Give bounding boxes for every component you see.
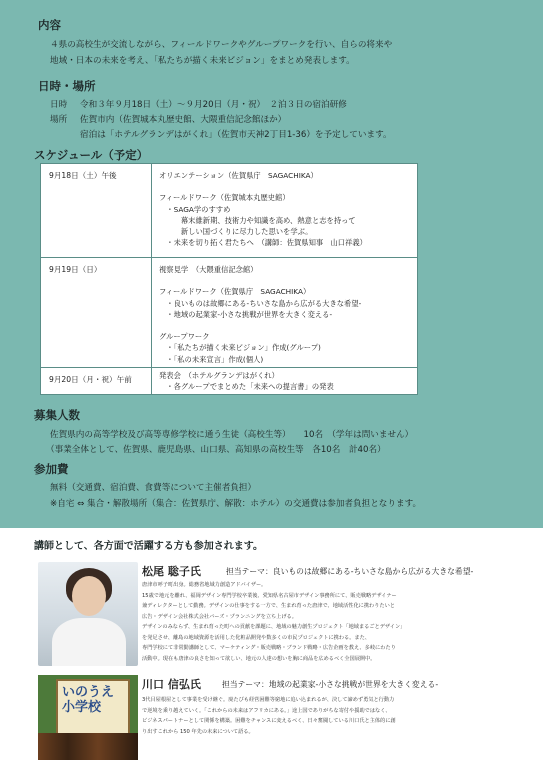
lecturer-bio: 唐津市呼子町出身。総務省地域力創造アドバイザー。 15歳で地元を離れ、福岡デザイン専門学校卒業後、愛知県名古屋市デザイン事務所にて、販売戦略デザイナー 兼ディレクターとして勤務。デザインの仕事をする一方で、生まれ育った唐津で、地域活性化に携わりたいと 広告・デザイン会社株式会社バーズ・プランニングを立ち上げる。 デザインのみならず、生まれ育った町への貢献を課題に、地域の魅力創生プロジェクト「地域まるごとデザイン」 を発足させ、離島の地域資源を活用した化粧品開発や数多くの市民プロジェクトに携わる。また、 専門学校にて非常勤講師として、マーケティング・販売戦略・ブランド戦略・広告企画を教え、多岐にわたり 活動中。現在も唐津の良さを知って欲しい、地元の人達の想いを胸に商品を広めるべく全国展開中。 bbox=[142, 582, 406, 662]
schedule-date: 9月19日（日） bbox=[49, 265, 102, 274]
fee-line-2: ※自宅 ⇔ 集合・解散場所（集合：佐賀県庁、解散：ホテル）の交通費は参加者負担となります。 bbox=[50, 499, 422, 509]
place-label: 場所 bbox=[50, 115, 68, 125]
lecturers-heading: 講師として、各方面で活躍する方も参加されます。 bbox=[34, 541, 263, 552]
content-line-1: ４県の高校生が交流しながら、フィールドワークやグループワークを行い、自らの将来や bbox=[50, 40, 393, 50]
schedule-row-3 bbox=[41, 367, 417, 395]
lecturer-photo-matsuo bbox=[38, 562, 138, 666]
lecturer-name: 川口 信弘氏 bbox=[142, 678, 201, 691]
lecturer-theme: 担当テーマ：地域の起業家-小さな挑戦が世界を大きく変える- bbox=[222, 680, 439, 689]
lecturer-name: 松尾 聡子氏 bbox=[142, 565, 201, 578]
schedule-date: 9月18日（土）午後 bbox=[49, 171, 117, 180]
schedule-heading: スケジュール（予定） bbox=[34, 148, 149, 162]
lecturer-theme: 担当テーマ：良いものは故郷にある-ちいさな島から広がる大きな希望- bbox=[226, 567, 474, 576]
recruit-line-2: （事業全体として、佐賀県、鹿児島県、山口県、高知県の高校生等 各10名 計40名） bbox=[46, 445, 386, 455]
recruit-line-1: 佐賀県内の高等学校及び高等専修学校に通う生徒（高校生等） 10名 （学年は問いません） bbox=[50, 430, 414, 440]
schedule-details: 視察見学 （大隈重信記念館） フィールドワーク（佐賀県庁 SAGACHIKA） ・良いものは故郷にある-ちいさな島から広がる大きな希望- ・地域の起業家-小さな挑戦が世界を大きく変える- グループワーク ・「私たちが描く未来ビジョン」作成(グループ) ・「私の未来宣言」作成(個人) bbox=[159, 265, 362, 364]
lecturer-bio: 3代目屋根屋として事業を受け継ぐ。廃たびも経営困難等窮地に追い込まれるが、決して諦めず勇気と行動力 で逆境を乗り越えていく。「これからの未来はアフリカにある。」途上国でありがちな寄付や援助ではなく、 ビジネスパートナーとして関係を構築。困難をチャンスに変えるべく、日々奮闘している川口氏と主体的に創 り出すこれから 150 年先の未来について語る。 bbox=[142, 697, 396, 735]
schedule-row-1 bbox=[41, 164, 417, 257]
place-value: 佐賀市内（佐賀城本丸歴史館、大隈重信記念館ほか） bbox=[80, 115, 287, 125]
fee-heading: 参加費 bbox=[34, 462, 69, 476]
datetime-heading: 日時・場所 bbox=[38, 79, 96, 93]
content-heading: 内容 bbox=[38, 18, 61, 32]
schedule-details: 発表会 （ホテルグランデはがくれ） ・各グループでまとめた「未来への提言書」の発表 bbox=[159, 371, 334, 392]
fee-line-1: 無料（交通費、宿泊費、食費等について主催者負担） bbox=[50, 483, 257, 493]
content-line-2: 地域・日本の未来を考え、「私たちが描く未来ビジョン」をまとめ発表します。 bbox=[50, 56, 355, 66]
date-value: 令和３年９月18日（土）～９月20日（月・祝） ２泊３日の宿泊研修 bbox=[80, 100, 347, 110]
school-sign: いのうえ小学校 bbox=[56, 679, 130, 737]
schedule-details: オリエンテーション（佐賀県庁 SAGACHIKA） フィールドワーク（佐賀城本丸歴史館） ・SAGA学のすすめ 幕末維新期、技術力や知識を高め、熱意と志を持って 新しい国づくりに尽力した思いを学ぶ。 ・未来を切り拓く君たちへ （講師：佐賀県知事 山口祥義） bbox=[159, 171, 367, 248]
lecturer-photo-kawaguchi bbox=[38, 675, 138, 760]
lodging-text: 宿泊は「ホテルグランデはがくれ」（佐賀市天神2丁目1-36）を予定しています。 bbox=[80, 130, 392, 140]
recruit-heading: 募集人数 bbox=[34, 408, 80, 422]
schedule-table bbox=[40, 163, 418, 395]
date-label: 日時 bbox=[50, 100, 68, 110]
schedule-row-2 bbox=[41, 257, 417, 368]
schedule-date: 9月20日（月・祝）午前 bbox=[49, 375, 132, 384]
